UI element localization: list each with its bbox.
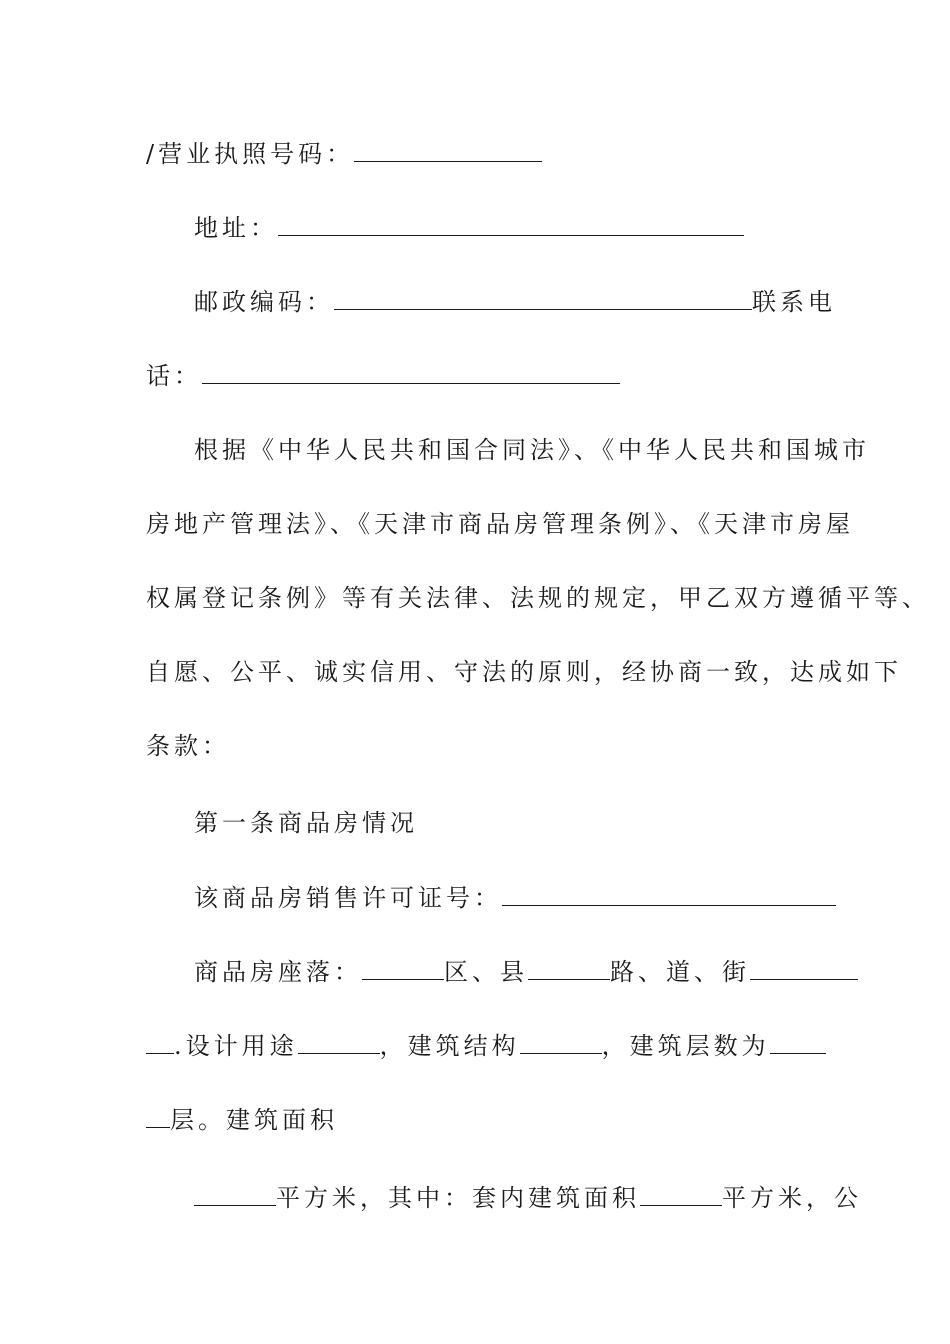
license-number-line (146, 136, 542, 172)
preamble-line-3: 权属登记条例》等有关法律、法规的规定，甲乙双方遵循平等、 (146, 584, 930, 612)
floors-blank-cont (146, 1102, 170, 1128)
address-line (194, 210, 744, 246)
road-blank (528, 954, 610, 980)
area-label: 层。建筑面积 (170, 1106, 338, 1134)
sales-permit-line (194, 880, 836, 916)
postal-code-line (194, 284, 836, 320)
license-number-blank (354, 136, 542, 162)
license-number-label: /营业执照号码： (146, 140, 355, 168)
area-line (146, 1102, 338, 1138)
inner-area-label: 平方米，其中：套内建筑面积 (276, 1184, 640, 1212)
design-line (146, 1028, 826, 1064)
design-use-blank (298, 1028, 380, 1054)
sales-permit-blank (502, 880, 836, 906)
road-label: 路、道、街 (610, 958, 750, 986)
postal-code-blank (334, 284, 752, 310)
postal-code-label: 邮政编码： (194, 288, 334, 316)
inner-area-blank (640, 1180, 722, 1206)
preamble-line-2: 房地产管理法》、《天津市商品房管理条例》、《天津市房屋 (146, 510, 854, 538)
street-blank-cont (146, 1028, 174, 1054)
area-detail-line (194, 1180, 862, 1216)
floors-label: ，建筑层数为 (601, 1032, 770, 1060)
phone-line (146, 358, 620, 394)
preamble-line-1: 根据《中华人民共和国合同法》、《中华人民共和国城市 (194, 436, 870, 464)
total-area-blank (194, 1180, 276, 1206)
phone-label-start: 联系电 (752, 288, 836, 316)
district-blank (362, 954, 444, 980)
location-line (194, 954, 858, 990)
location-label: 商品房座落： (194, 958, 362, 986)
structure-blank (520, 1028, 602, 1054)
street-blank (750, 954, 858, 980)
public-area-label-start: 平方米，公 (722, 1184, 862, 1212)
article-1-heading: 第一条商品房情况 (194, 809, 418, 837)
structure-label: ，建筑结构 (379, 1032, 520, 1060)
floors-blank (770, 1028, 826, 1054)
address-blank (278, 210, 744, 236)
preamble-line-5: 条款： (146, 732, 230, 760)
sales-permit-label: 该商品房销售许可证号： (194, 884, 502, 912)
design-use-label: .设计用途 (174, 1032, 298, 1060)
address-label: 地址： (194, 214, 278, 242)
phone-blank (202, 358, 620, 384)
phone-label-end: 话： (146, 362, 202, 390)
district-label: 区、县 (444, 958, 528, 986)
preamble-line-4: 自愿、公平、诚实信用、守法的原则，经协商一致，达成如下 (146, 658, 902, 686)
